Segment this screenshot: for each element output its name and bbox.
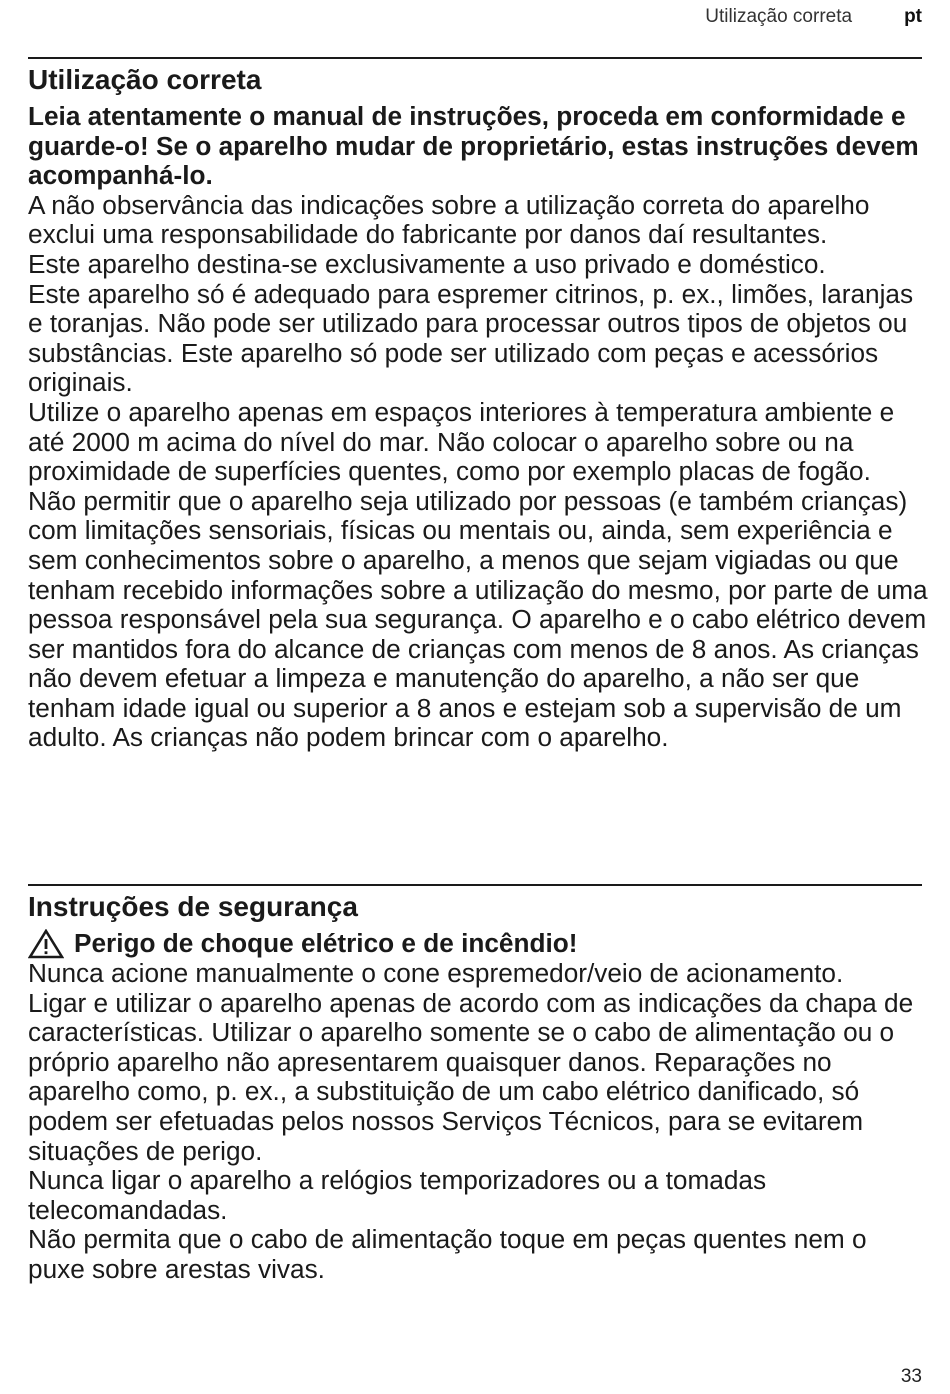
section-safety-instructions	[28, 891, 928, 1285]
paragraph: Nunca ligar o aparelho a relógios temporizadores ou a tomadas telecomandadas.	[28, 1165, 767, 1225]
warning-heading	[28, 929, 928, 959]
warning-text: Perigo de choque elétrico e de incêndio!	[74, 928, 578, 959]
paragraph: Nunca acione manualmente o cone espremedor/veio de acionamento.	[28, 958, 844, 988]
paragraph: Este aparelho destina-se exclusivamente a uso privado e doméstico.	[28, 248, 826, 279]
paragraph: Utilize o aparelho apenas em espaços interiores à temperatura ambiente e até 2000 m acima do nível do mar. Não colocar o aparelho sobre ou na proximidade de superfícies quentes, como por exemplo placas de fogão.	[28, 396, 895, 487]
warning-triangle-icon	[28, 929, 64, 959]
paragraph: Não permita que o cabo de alimentação toque em peças quentes nem o puxe sobre arestas vivas.	[28, 1224, 867, 1284]
paragraph: Não permitir que o aparelho seja utilizado por pessoas (e também crianças) com limitações sensoriais, físicas ou mentais ou, ainda, sem experiência e sem conhecimentos sobre o aparelho, a menos que sejam vigiadas ou que tenham recebido informações sobre a utilização do mesmo, por parte de uma pessoa responsável pela sua segurança. O aparelho e o cabo elétrico devem ser mantidos fora do alcance de crianças com menos de 8 anos. As crianças não devem efetuar a limpeza e manutenção do aparelho, a não ser que tenham idade igual ou superior a 8 anos e estejam sob a supervisão de um adulto. As crianças não podem brincar com o aparelho.	[28, 485, 928, 753]
paragraph: Este aparelho só é adequado para espremer citrinos, p. ex., limões, laranjas e toranjas. Não pode ser utilizado para processar outros tipos de objetos ou substâncias. Este aparelho só pode ser utilizado com peças e acessórios originais.	[28, 278, 914, 398]
running-header-section: Utilização correta	[705, 6, 853, 27]
paragraph: A não observância das indicações sobre a utilização correta do aparelho exclui uma responsabilidade do fabricante por danos daí resultantes.	[28, 189, 870, 250]
section-divider	[28, 884, 922, 886]
section-intended-use	[28, 64, 928, 753]
page-number: 33	[900, 1366, 922, 1387]
section-title: Instruções de segurança	[28, 891, 358, 922]
language-code: pt	[904, 6, 922, 27]
lead-paragraph: Leia atentamente o manual de instruções, proceda em conformidade e guarde-o! Se o aparelho mudar de proprietário, estas instruções devem acompanhá-lo.	[28, 101, 919, 191]
section-title: Utilização correta	[28, 64, 262, 95]
section-divider-top	[28, 57, 922, 59]
paragraph: Ligar e utilizar o aparelho apenas de acordo com as indicações da chapa de características. Utilizar o aparelho somente se o cabo de alimentação ou o próprio aparelho não apresentarem quaisquer danos. Reparações no aparelho como, p. ex., a substituição de um cabo elétrico danificado, só podem ser efetuadas pelos nossos Serviços Técnicos, para se evitarem situações de perigo.	[28, 987, 914, 1166]
page-header	[705, 6, 922, 28]
